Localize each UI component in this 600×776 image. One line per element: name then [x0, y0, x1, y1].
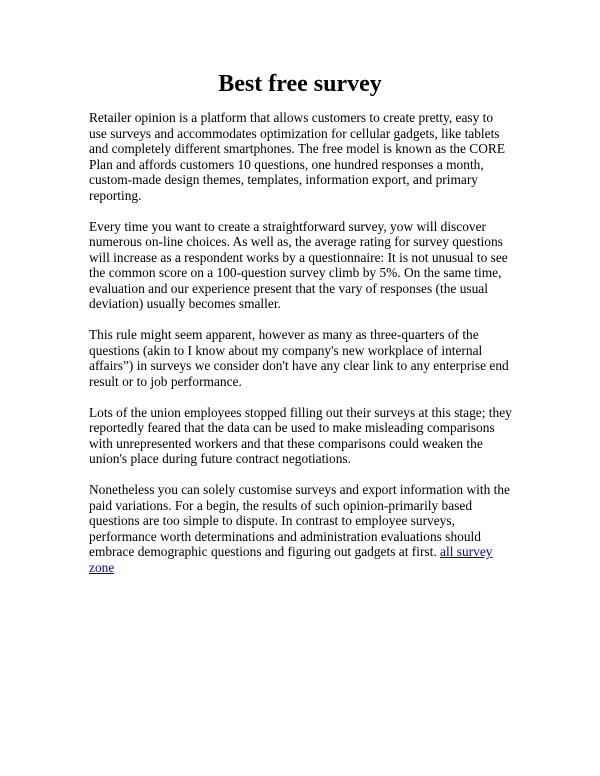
paragraph-3: This rule might seem apparent, however as many as three-quarters of the questions (akin to I know about my company's new workplace of internal affairs”) in surveys we consider don't have any clear link to any enterprise end result or to job performance.	[89, 327, 509, 389]
paragraph-4: Lots of the union employees stopped filling out their surveys at this stage; they reportedly feared that the data can be used to make misleading comparisons with unrepresented workers and that these comparisons could weaken the union's place during future contract negotiations.	[89, 404, 512, 466]
page-title: Best free survey	[218, 71, 382, 97]
paragraph-1: Retailer opinion is a platform that allows customers to create pretty, easy to use surveys and accommodates optimization for cellular gadgets, like tablets and completely different smartphones. The free model is known as the CORE Plan and affords customers 10 questions, one hundred responses a month, custom-made design themes, templates, information export, and primary reporting.	[89, 110, 505, 203]
all-survey-zone-link[interactable]: all survey zone	[89, 544, 493, 575]
document-body	[89, 110, 513, 591]
paragraph-5-text: Nonetheless you can solely customise surveys and export information with the paid variations. For a begin, the results of such opinion-primarily based questions are too simple to dispute. In contrast to employee surveys, performance worth determinations and administration evaluations should embrace demographic questions and figuring out gadgets at first.	[89, 482, 510, 559]
paragraph-5	[89, 482, 513, 575]
paragraph-2: Every time you want to create a straightforward survey, yow will discover numerous on-line choices. As well as, the average rating for survey questions will increase as a respondent works by a questionnaire: It is not unusual to see the common score on a 100-question survey climb by 5%. On the same time, evaluation and our experience present that the vary of responses (the usual deviation) usually becomes smaller.	[89, 218, 508, 311]
